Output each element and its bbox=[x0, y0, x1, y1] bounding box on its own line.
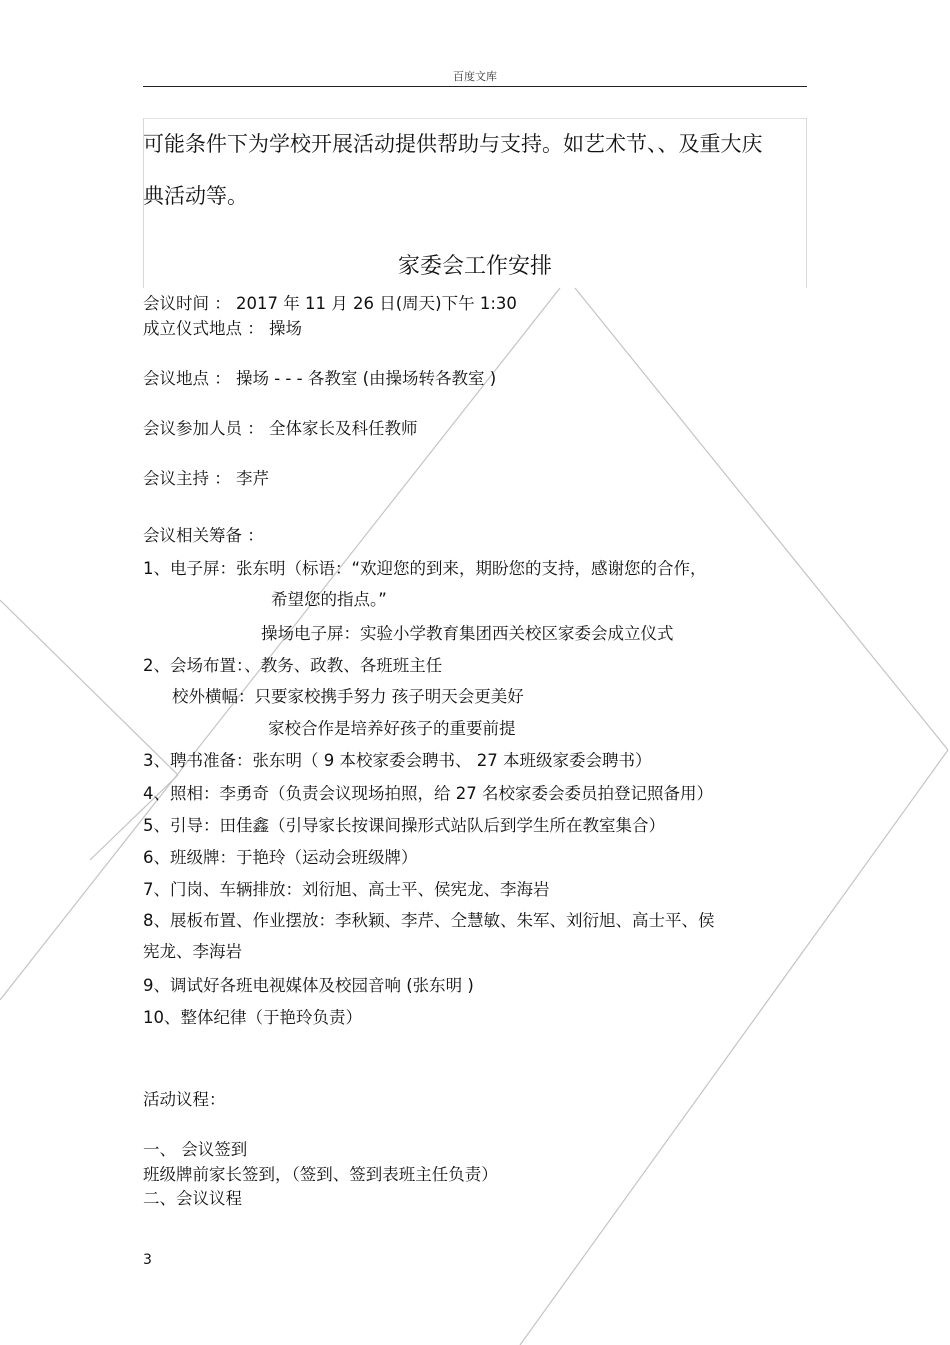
prep-item-1-screen: 操场电子屏：实验小学教育集团西关校区家委会成立仪式 bbox=[261, 624, 674, 643]
agenda-heading: 活动议程： bbox=[143, 1090, 226, 1109]
meeting-host: 会议主持 ： 李芹 bbox=[143, 469, 269, 488]
meeting-time: 会议时间 ： 2017 年 11 月 26 日(周天)下午 1:30 bbox=[143, 294, 517, 313]
agenda-step-2: 二、会议议程 bbox=[143, 1189, 242, 1208]
page-number: 3 bbox=[143, 1252, 152, 1268]
page-title: 家委会工作安排 bbox=[397, 254, 552, 279]
prep-item-2-banner: 校外横幅：只要家校携手努力 孩子明天会更美好 bbox=[172, 687, 524, 706]
intro-line-1: 可能条件下为学校开展活动提供帮助与支持。如艺术节、、及重大庆 bbox=[143, 132, 763, 156]
ceremony-place: 成立仪式地点 ： 操场 bbox=[143, 319, 302, 338]
prep-item-6: 6、班级牌：于艳玲（运动会班级牌） bbox=[143, 848, 418, 867]
prep-item-10: 10、整体纪律（于艳玲负责） bbox=[143, 1008, 362, 1027]
prep-item-1: 1、电子屏：张东明（标语：“欢迎您的到来，期盼您的支持，感谢您的合作， bbox=[143, 559, 707, 578]
prep-item-7: 7、门岗、车辆排放：刘衍旭、高士平、侯宪龙、李海岩 bbox=[143, 880, 550, 899]
prep-item-4: 4、照相：李勇奇（负责会议现场拍照，给 27 名校家委会委员拍登记照备用） bbox=[143, 784, 713, 803]
prep-item-1-cont: 希望您的指点。” bbox=[271, 590, 387, 609]
box-border-top bbox=[143, 118, 807, 119]
agenda-step-1: 一、 会议签到 bbox=[143, 1140, 248, 1159]
prep-item-2-banner-2: 家校合作是培养好孩子的重要前提 bbox=[268, 719, 516, 738]
meeting-attendees: 会议参加人员 ： 全体家长及科任教师 bbox=[143, 419, 418, 438]
header-rule bbox=[143, 86, 807, 87]
header-text: 百度文库 bbox=[453, 70, 497, 83]
intro-line-2: 典活动等。 bbox=[143, 184, 248, 208]
prep-item-8: 8、展板布置、作业摆放：李秋颖、李芹、仝慧敏、朱军、刘衍旭、高士平、侯 bbox=[143, 911, 715, 930]
agenda-step-1-detail: 班级牌前家长签到，（签到、签到表班主任负责） bbox=[143, 1165, 498, 1184]
prep-item-9: 9、调试好各班电视媒体及校园音响 (张东明 ) bbox=[143, 976, 474, 995]
prep-item-3: 3、聘书准备：张东明（ 9 本校家委会聘书、 27 本班级家委会聘书） bbox=[143, 751, 652, 770]
meeting-place: 会议地点 ： 操场 - - - 各教室 (由操场转各教室 ) bbox=[143, 369, 497, 388]
prep-item-2: 2、会场布置：、教务、政教、各班班主任 bbox=[143, 656, 443, 675]
prep-heading: 会议相关筹备 ： bbox=[143, 526, 264, 545]
prep-item-8-cont: 宪龙、李海岩 bbox=[143, 942, 242, 961]
prep-item-5: 5、引导：田佳鑫（引导家长按课间操形式站队后到学生所在教室集合） bbox=[143, 816, 665, 835]
